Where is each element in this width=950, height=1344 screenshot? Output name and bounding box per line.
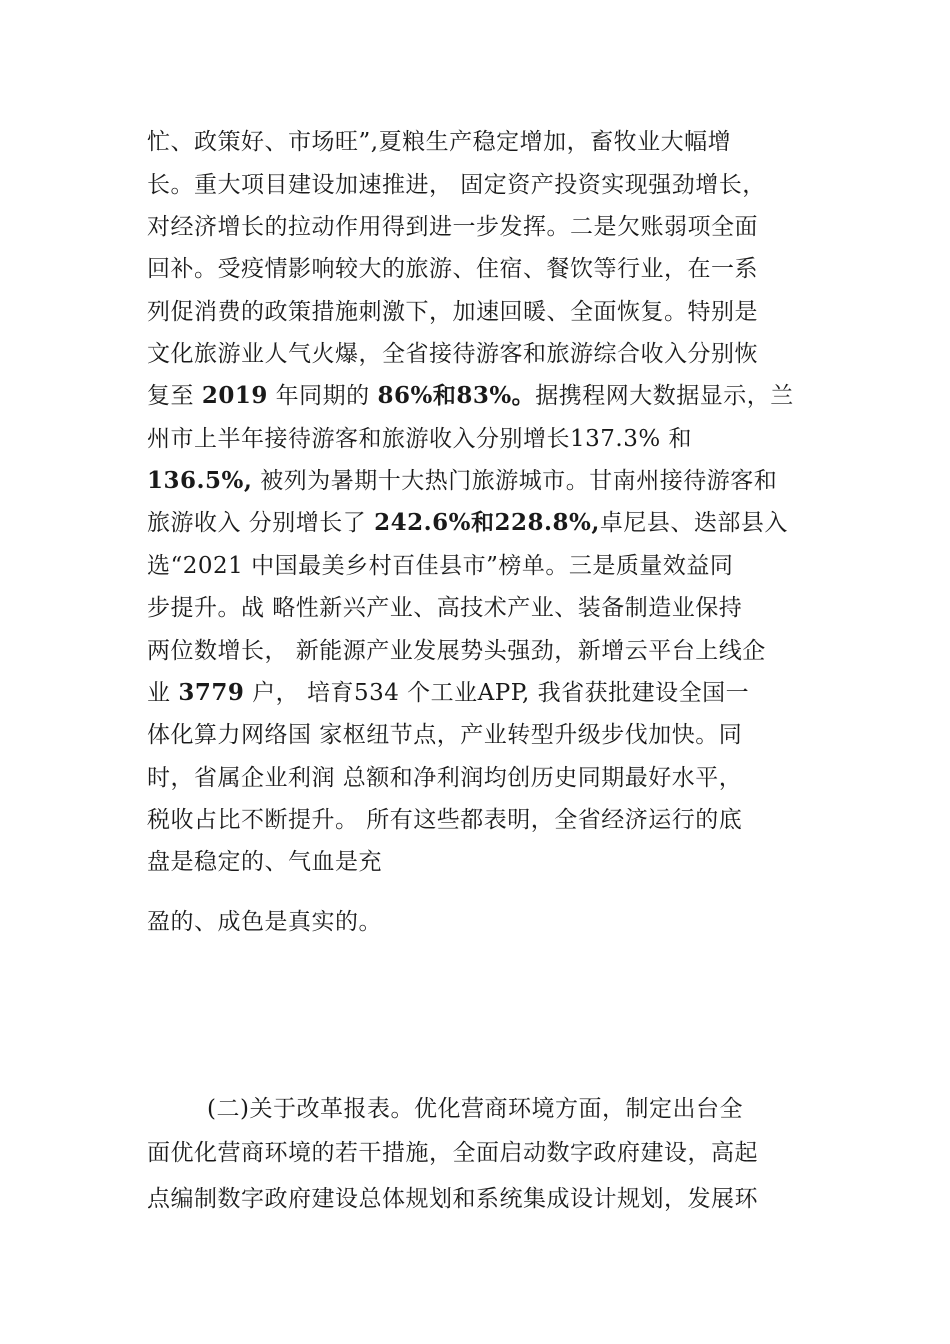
text-line: 回补。受疫情影响较大的旅游、住宿、餐饮等行业，在一系 (147, 256, 758, 282)
text-line: 两位数增长， 新能源产业发展势头强劲，新增云平台上线企 (147, 638, 766, 664)
text-line: 体化算力网络国 家枢纽节点，产业转型升级步伐加快。同 (147, 722, 743, 748)
text-line: 盘是稳定的、气血是充 (147, 849, 382, 875)
text-line: 州市上半年接待游客和旅游收入分别增长137.3% 和 (147, 426, 693, 452)
text-line: 文化旅游业人气火爆，全省接待游客和旅游综合收入分别恢 (147, 341, 758, 367)
text-line: 长。重大项目建设加速推进， 固定资产投资实现强劲增长， (147, 172, 766, 198)
text-line: 面优化营商环境的若干措施，全面启动数字政府建设，高起 (147, 1140, 758, 1166)
text-line: 时，省属企业利润 总额和净利润均创历史同期最好水平， (147, 765, 743, 791)
text-line: 选“2021 中国最美乡村百佳县市”榜单。三是质量效益同 (147, 553, 734, 579)
text-line: 盈的、成色是真实的。 (147, 909, 382, 935)
text-line: 税收占比不断提升。 所有这些都表明，全省经济运行的底 (147, 807, 743, 833)
text-line: 业 3779 户， 培育534 个工业APP, 我省获批建设全国一 (147, 679, 750, 706)
text-line: 对经济增长的拉动作用得到进一步发挥。二是欠账弱项全面 (147, 214, 758, 240)
text-line: 步提升。战 略性新兴产业、高技术产业、装备制造业保持 (147, 595, 743, 621)
section-heading-line: (二)关于改革报表。优化营商环境方面，制定出台全 (207, 1096, 743, 1122)
text-line: 旅游收入 分别增长了 242.6%和228.8%,卓尼县、迭部县入 (147, 509, 788, 536)
text-line: 复至 2019 年同期的 86%和83%。据携程网大数据显示，兰 (147, 382, 794, 409)
text-line: 136.5%, 被列为暑期十大热门旅游城市。甘南州接待游客和 (147, 467, 778, 494)
text-line: 忙、政策好、市场旺”,夏粮生产稳定增加，畜牧业大幅增 (147, 129, 732, 155)
text-line: 点编制数字政府建设总体规划和系统集成设计规划，发展环 (147, 1186, 758, 1212)
text-line: 列促消费的政策措施刺激下，加速回暖、全面恢复。特别是 (147, 299, 758, 325)
